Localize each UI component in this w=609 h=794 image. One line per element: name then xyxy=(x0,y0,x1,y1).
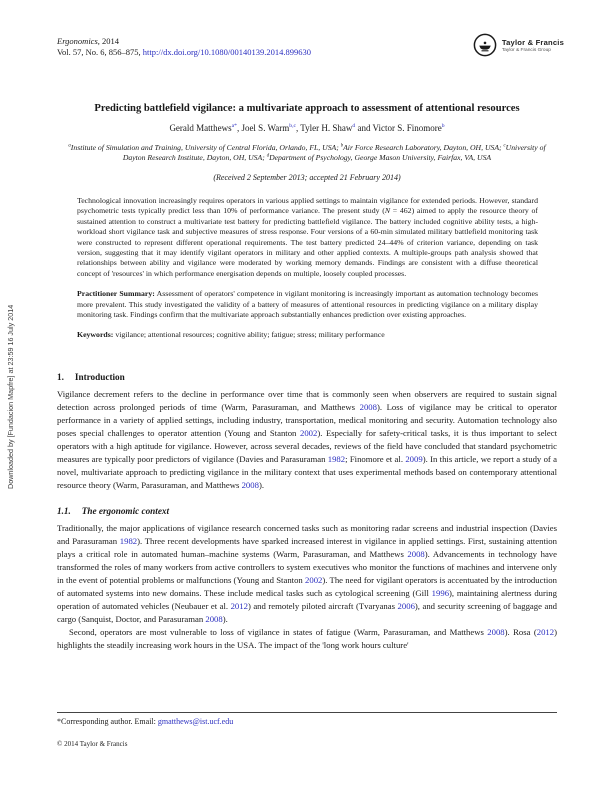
section-label: Introduction xyxy=(74,371,125,382)
section-heading-introduction xyxy=(57,372,557,382)
subsection-label: The ergonomic context xyxy=(81,505,170,516)
text-segment: ). xyxy=(222,613,228,624)
text-segment: University of Dayton Research Institute, Dayton, OH, USA; xyxy=(122,143,546,162)
text-segment: Technological innovation increasingly requires operators in various applied settings to maintain vigilance for extended periods. However, standard psychometric tests typically predict less than 10% of performance variance. The present study ( xyxy=(77,196,538,216)
inline-link[interactable]: 2008 xyxy=(359,401,377,412)
text-segment: Second, operators are most vulnerable to loss of vigilance in states of fatigue (Warm, Parasuraman, and Matthews xyxy=(69,626,488,637)
inline-link[interactable]: 2008 xyxy=(205,613,223,624)
authors-line xyxy=(57,123,557,133)
text-segment: vigilance; attentional resources; cognitive ability; fatigue; stress; military performance xyxy=(113,330,385,340)
text-segment: ) and remotely piloted aircraft (Tvaryanas xyxy=(247,600,398,611)
text-segment: Department of Psychology, George Mason University, Fairfax, VA, USA xyxy=(269,153,492,162)
journal-name-line xyxy=(57,36,557,47)
text-segment: , Tyler H. Shaw xyxy=(295,123,353,133)
inline-link[interactable]: 1982 xyxy=(327,453,346,464)
text-segment: , Joel S. Warm xyxy=(236,123,290,133)
context-paragraph-2 xyxy=(57,626,557,652)
text-segment: ). Rosa ( xyxy=(504,626,537,637)
abstract-paragraph xyxy=(77,196,538,279)
text-segment: b xyxy=(340,143,344,149)
text-segment: ) highlights the steadily increasing work hours in the USA. The impact of the 'long work hours culture' xyxy=(57,626,557,650)
publisher-group-name: Taylor & Francis Group xyxy=(501,47,551,53)
inline-link[interactable]: 2009 xyxy=(405,453,423,464)
context-paragraph-1 xyxy=(57,522,557,626)
inline-link[interactable]: 2012 xyxy=(230,600,248,611)
page-content xyxy=(57,36,557,652)
text-segment: ). In this article, we report a study of a novel, multivariate approach to predicting vigilance in the military context that uses experimental methods based on contemporary attentional resource theory (Warm, Parasuraman, and Matthews xyxy=(57,453,557,490)
received-dates: (Received 2 September 2013; accepted 21 February 2014) xyxy=(213,173,401,182)
section-heading-ergonomic-context xyxy=(57,506,557,516)
introduction-paragraph xyxy=(57,388,557,492)
text-segment: Traditionally, the major applications of vigilance research concerned tasks such as monitoring radar screens and industrial inspection (Davies and Parasuraman xyxy=(57,522,557,546)
inline-link[interactable]: a* xyxy=(231,123,237,129)
text-segment: Gerald Matthews xyxy=(169,123,232,133)
inline-link[interactable]: 2008 xyxy=(241,479,259,490)
text-segment: c xyxy=(503,143,506,149)
text-segment: Institute of Simulation and Training, University of Central Florida, Orlando, FL, USA; xyxy=(70,143,341,152)
volume-doi-line xyxy=(57,47,557,58)
abstract-block xyxy=(77,196,538,341)
text-segment: , 2014 xyxy=(97,36,120,46)
inline-link[interactable]: 2002 xyxy=(305,574,323,585)
text-segment: ). The need for vigilant operators is accentuated by the introduction of automated systems into new domains. These include medical tasks such as cytological screening (Gill xyxy=(57,574,557,598)
text-segment: d xyxy=(266,153,270,159)
inline-link[interactable]: 2012 xyxy=(536,626,555,637)
inline-link[interactable]: b,c xyxy=(289,123,296,129)
affiliations-line xyxy=(57,143,557,163)
download-watermark-text: Downloaded by [Fundacion Mapfre] at 23:59 16 July 2014 xyxy=(6,304,15,489)
text-segment: = 462) aimed to apply the resource theory of sustained attention to construct a multivariate test battery for predicting battlefield vigilance. The battery included cognitive ability tests, a high-workload short vigilance task and subjective measures of stress response. Four versions of a 60-min simulated military battlefield monitoring task were constructed to represent different operational requirements. The test battery predicted 24–44% of criterion variance, depending on task version, suggesting that it may identify vigilant operators in military and other applied contexts. A multiple-groups path analysis showed that relationships between ability and vigilance were moderated by working memory demands. Findings are consistent with a diffuse theoretical concept of 'resources' in which performance energisation depends on multiple, loosely coupled processes. xyxy=(77,206,538,278)
text-segment: *Corresponding author. Email: xyxy=(57,717,158,726)
inline-link[interactable]: http://dx.doi.org/10.1080/00140139.2014.899630 xyxy=(142,47,311,57)
footnote-divider xyxy=(57,712,557,713)
text-segment: Vol. 57, No. 6, 856–875, xyxy=(57,47,143,57)
corresponding-author-note xyxy=(57,717,233,726)
text-segment: ; Finomore et al. xyxy=(345,453,406,464)
practitioner-summary-paragraph xyxy=(77,289,538,320)
text-segment: ), and security screening of baggage and cargo (Sanquist, Doctor, and Parasuraman xyxy=(57,600,558,624)
publisher-name: Taylor & Francis xyxy=(501,37,564,47)
keywords-line xyxy=(77,330,538,340)
text-segment: ). Advancements in technology have transformed the roles of many workers from active controllers to system executives who monitor the functions of machines and intervene only in the event of potential problems or malfunctions (Young and Stanton xyxy=(57,548,557,585)
inline-link[interactable]: 1996 xyxy=(431,587,450,598)
inline-link[interactable]: 2008 xyxy=(487,626,505,637)
article-title: Predicting battlefield vigilance: a multivariate approach to assessment of attentional resources xyxy=(94,103,520,114)
text-segment: a xyxy=(68,143,71,149)
text-segment: ). Especially for safety-critical tasks, it is thus important to select operators with a high aptitude for vigilance. However, across several decades, reviews of the field have concluded that standard psychometric measures are typically poor predictors of vigilance (Davies and Parasuraman xyxy=(57,427,558,464)
inline-link[interactable]: 2006 xyxy=(397,600,415,611)
inline-link[interactable]: 2002 xyxy=(299,427,318,438)
text-segment: ), maintaining alertness during operation of automated vehicles (Neubauer et al. xyxy=(57,587,557,611)
text-segment: and Victor S. Finomore xyxy=(355,123,442,133)
text-segment: Vigilance decrement refers to the decline in performance over time that is commonly seen when observers are required to sustain signal detection across prolonged periods of time (Warm, Parasuraman, and Matthews xyxy=(57,388,557,412)
text-segment: ). Loss of vigilance may be critical to operator performance in a variety of applied settings, including industry, transportation, medical monitoring and security. Automation technology also poses special challenges to operator attention (Young and Stanton xyxy=(57,401,558,438)
text-segment: Practitioner Summary: xyxy=(77,289,155,299)
text-segment: ). Three recent developments have sparked increased interest in vigilance in applied settings. First, sustaining attention plays a critical role in automated human–machine systems (Warm, Parasuraman, and Matthews xyxy=(57,535,557,559)
inline-link[interactable]: gmatthews@ist.ucf.edu xyxy=(157,717,234,726)
section-number: 1. xyxy=(57,371,64,382)
subsection-number: 1.1. xyxy=(57,505,71,516)
inline-link[interactable]: d xyxy=(352,123,356,129)
text-segment: Air Force Research Laboratory, Dayton, OH, USA; xyxy=(343,143,504,152)
text-segment: N xyxy=(384,206,391,216)
copyright-line: © 2014 Taylor & Francis xyxy=(57,740,128,748)
text-segment: ). xyxy=(258,479,265,490)
text-segment: Assessment of operators' competence in vigilant monitoring is increasingly important as automation technology becomes more prevalent. This study investigated the validity of a battery of measures of attentional resources in predicting vigilance on a military display monitoring task. Findings confirm that the multivariate approach substantially enhances prediction over existing approaches. xyxy=(77,289,538,320)
inline-link[interactable]: b xyxy=(441,123,445,129)
inline-link[interactable]: 2008 xyxy=(407,548,425,559)
text-segment: Keywords: xyxy=(77,330,114,340)
inline-link[interactable]: 1982 xyxy=(119,535,138,546)
text-segment: Ergonomics xyxy=(57,36,98,46)
